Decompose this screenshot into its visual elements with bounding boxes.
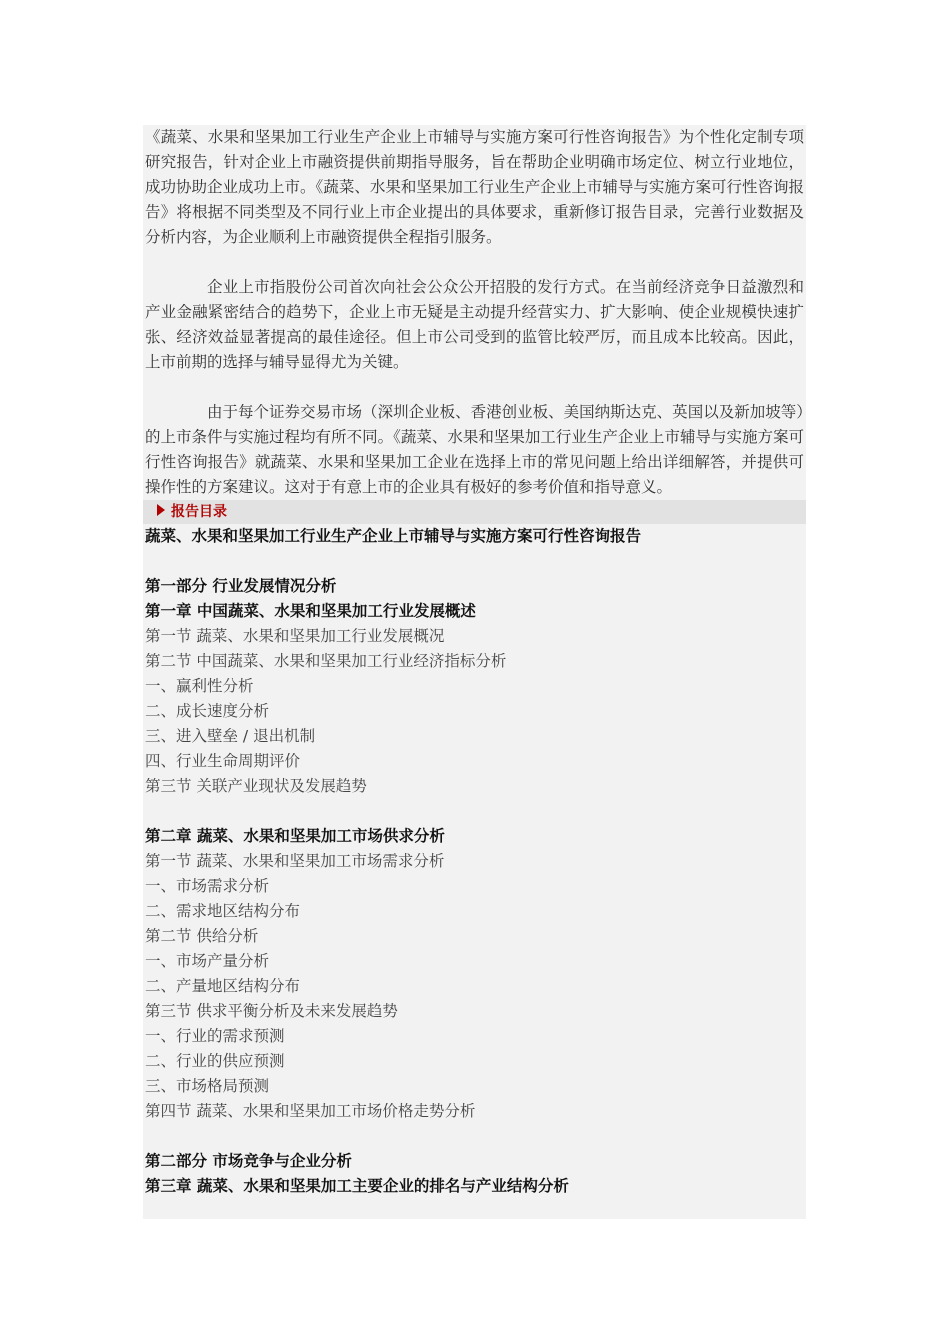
table-of-contents bbox=[143, 524, 806, 1199]
blank-line bbox=[145, 549, 804, 574]
intro-paragraph-1: 《蔬菜、水果和坚果加工行业生产企业上市辅导与实施方案可行性咨询报告》为个性化定制专项研究报告，针对企业上市融资提供前期指导服务，旨在帮助企业明确市场定位、树立行业地位，成功协助企业成功上市。《蔬菜、水果和坚果加工行业生产企业上市辅导与实施方案可行性咨询报告》将根据不同类型及不同行业上市企业提出的具体要求，重新修订报告目录，完善行业数据及分析内容，为企业顺利上市融资提供全程指引服务。 bbox=[145, 128, 804, 246]
toc-item: 一、赢利性分析 bbox=[145, 677, 254, 695]
toc-item: 二、产量地区结构分布 bbox=[145, 977, 301, 995]
triangle-arrow-icon bbox=[157, 504, 165, 516]
toc-item: 二、成长速度分析 bbox=[145, 702, 270, 720]
toc-item: 第一节 蔬菜、水果和坚果加工市场需求分析 bbox=[145, 852, 445, 870]
toc-item: 第一节 蔬菜、水果和坚果加工行业发展概况 bbox=[145, 627, 445, 645]
blank-line bbox=[145, 799, 804, 824]
intro-paragraph-2: 企业上市指股份公司首次向社会公众公开招股的发行方式。在当前经济竞争日益激烈和产业金融紧密结合的趋势下，企业上市无疑是主动提升经营实力、扩大影响、使企业规模快速扩张、经济效益显著提高的最佳途径。但上市公司受到的监管比较严厉，而且成本比较高。因此，上市前期的选择与辅导显得尤为关键。 bbox=[145, 278, 804, 371]
toc-item: 第三节 关联产业现状及发展趋势 bbox=[145, 777, 367, 795]
toc-item: 三、市场格局预测 bbox=[145, 1077, 270, 1095]
paragraph-gap bbox=[145, 375, 804, 400]
toc-header-label: 报告目录 bbox=[171, 504, 227, 520]
part-heading: 第二部分 市场竞争与企业分析 bbox=[145, 1152, 352, 1170]
toc-item: 一、市场产量分析 bbox=[145, 952, 270, 970]
intro-section bbox=[143, 125, 806, 500]
paragraph-gap bbox=[145, 250, 804, 275]
toc-item: 四、行业生命周期评价 bbox=[145, 752, 301, 770]
toc-item: 一、行业的需求预测 bbox=[145, 1027, 285, 1045]
blank-line bbox=[145, 1124, 804, 1149]
document-content bbox=[143, 125, 806, 1219]
toc-header-bar bbox=[143, 500, 806, 524]
toc-item: 三、进入壁垒 / 退出机制 bbox=[145, 727, 316, 745]
chapter-heading: 第一章 中国蔬菜、水果和坚果加工行业发展概述 bbox=[145, 602, 476, 620]
toc-item: 第二节 中国蔬菜、水果和坚果加工行业经济指标分析 bbox=[145, 652, 507, 670]
toc-item: 第三节 供求平衡分析及未来发展趋势 bbox=[145, 1002, 398, 1020]
intro-paragraph-3: 由于每个证券交易市场（深圳企业板、香港创业板、美国纳斯达克、英国以及新加坡等）的上市条件与实施过程均有所不同。《蔬菜、水果和坚果加工行业生产企业上市辅导与实施方案可行性咨询报告》就蔬菜、水果和坚果加工企业在选择上市的常见问题上给出详细解答，并提供可操作性的方案建议。这对于有意上市的企业具有极好的参考价值和指导意义。 bbox=[145, 403, 804, 496]
part-heading: 第一部分 行业发展情况分析 bbox=[145, 577, 337, 595]
report-title: 蔬菜、水果和坚果加工行业生产企业上市辅导与实施方案可行性咨询报告 bbox=[145, 527, 642, 545]
chapter-heading: 第二章 蔬菜、水果和坚果加工市场供求分析 bbox=[145, 827, 445, 845]
toc-item: 二、需求地区结构分布 bbox=[145, 902, 301, 920]
chapter-heading: 第三章 蔬菜、水果和坚果加工主要企业的排名与产业结构分析 bbox=[145, 1177, 569, 1195]
toc-item: 第二节 供给分析 bbox=[145, 927, 259, 945]
toc-item: 一、市场需求分析 bbox=[145, 877, 270, 895]
toc-item: 第四节 蔬菜、水果和坚果加工市场价格走势分析 bbox=[145, 1102, 476, 1120]
toc-item: 二、行业的供应预测 bbox=[145, 1052, 285, 1070]
